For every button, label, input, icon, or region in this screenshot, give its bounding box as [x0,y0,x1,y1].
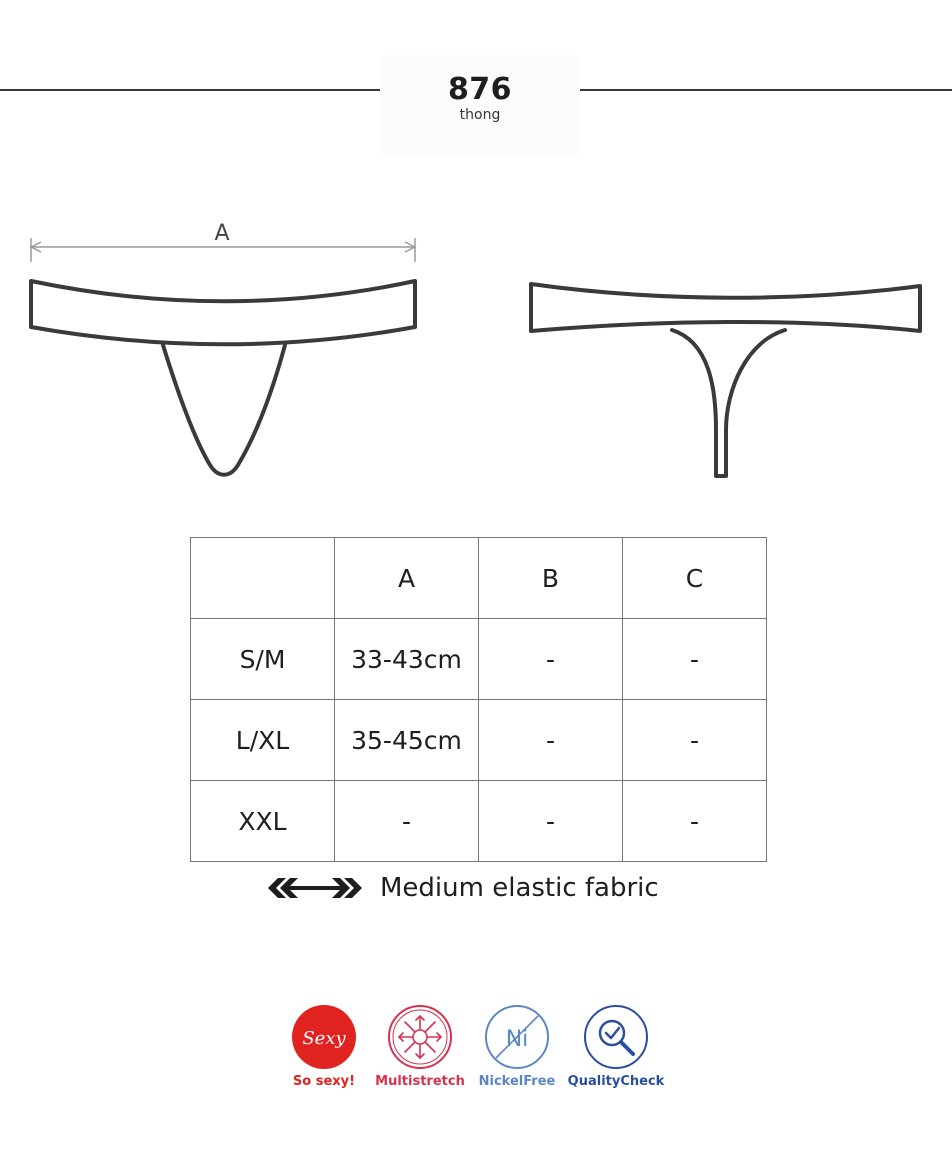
dimension-a-label: A [214,221,230,246]
badge-label: So sexy! [292,1074,356,1089]
size-cell: L/XL [191,700,335,781]
badge-quality-check [566,1004,666,1089]
table-row [191,619,767,700]
badge-label: Multistretch [375,1074,465,1089]
multistretch-icon [387,1004,453,1070]
table-header-row [191,538,767,619]
table-cell: - [623,781,767,862]
badge-multistretch [370,1004,470,1089]
badge-so-sexy [274,1004,374,1089]
table-cell: - [479,700,623,781]
product-header [381,55,579,155]
feature-badges [280,1004,680,1104]
nickel-icon-text: Ni [505,1027,529,1052]
table-header-cell: A [335,538,479,619]
quality-check-icon [583,1004,649,1070]
table-cell: - [335,781,479,862]
table-cell: - [479,619,623,700]
model-type: thong [459,107,501,123]
table-cell: - [623,619,767,700]
sexy-icon [291,1004,357,1070]
fabric-info [266,868,659,908]
front-view [31,281,415,475]
table-row [191,700,767,781]
sexy-icon-text: Sexy [302,1028,346,1049]
garment-drawing [0,210,952,490]
table-cell: - [623,700,767,781]
size-table [190,537,767,862]
table-cell: - [479,781,623,862]
header-divider-right [580,89,952,91]
double-arrow-icon [266,876,364,900]
table-header-cell [191,538,335,619]
back-view [531,284,920,476]
table-cell: 35-45cm [335,700,479,781]
fabric-description: Medium elastic fabric [380,873,659,903]
table-cell: 33-43cm [335,619,479,700]
badge-label: QualityCheck [567,1074,665,1089]
size-cell: S/M [191,619,335,700]
model-number: 876 [447,72,513,107]
nickel-free-icon [484,1004,550,1070]
size-cell: XXL [191,781,335,862]
badge-label: NickelFree [478,1074,556,1089]
header-divider-left [0,89,380,91]
table-row [191,781,767,862]
table-header-cell: C [623,538,767,619]
badge-nickel-free [467,1004,567,1089]
table-header-cell: B [479,538,623,619]
